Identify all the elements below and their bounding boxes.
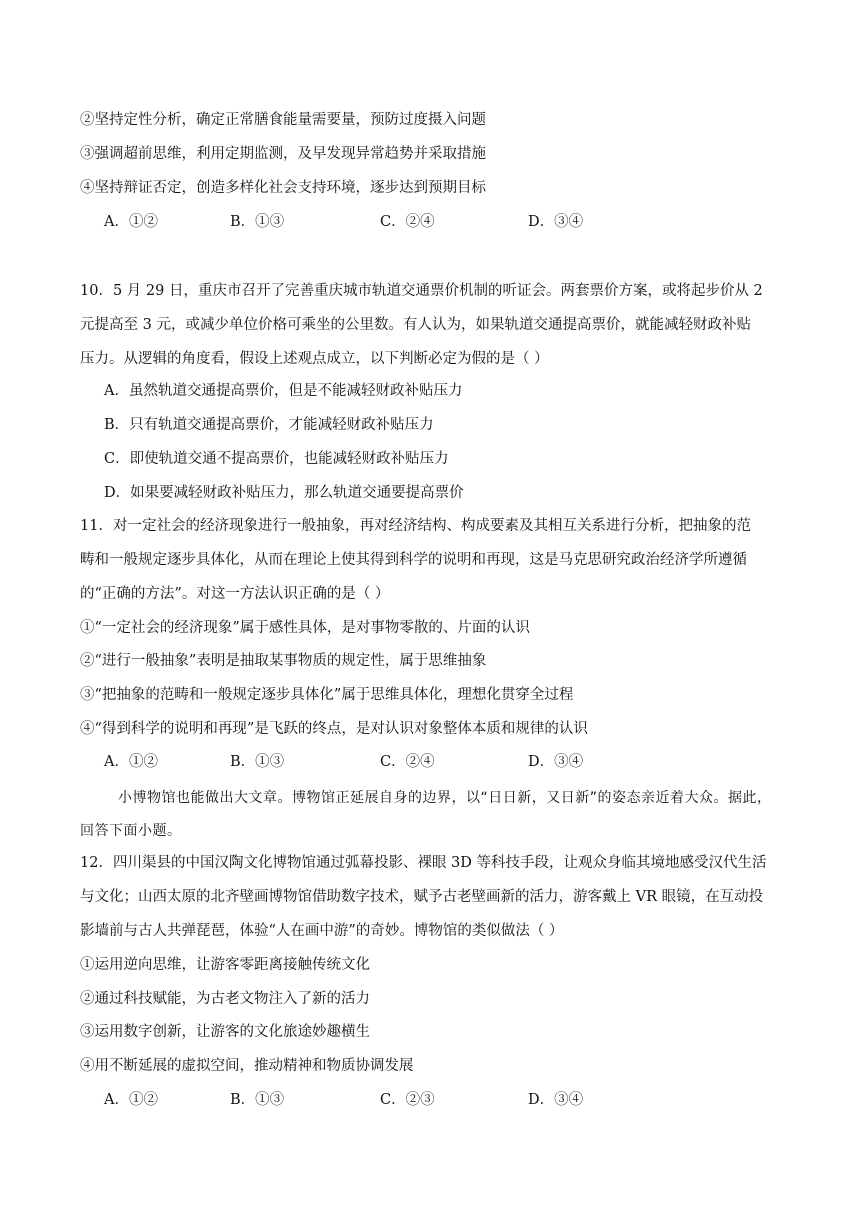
q12-choice-b: B．①③	[230, 1092, 285, 1108]
reading-material: 小博物馆也能做出大文章。博物馆正延展自身的边界，以“日日新，又日新”的姿态亲近着大众。据此，回答下面小题。	[80, 790, 772, 839]
q9-choice-d: D．③④	[528, 214, 584, 230]
q12-choice-a: A．①②	[104, 1092, 158, 1108]
q11-option-3: ③“把抽象的范畴和一般规定逐步具体化”属于思维具体化，理想化贯穿全过程	[80, 687, 574, 703]
q9-choice-b: B．①③	[230, 214, 285, 230]
q10-stem-line-2: 元提高至 3 元，或减少单位价格可乘坐的公里数。有人认为，如果轨道交通提高票价，就能减轻财政补贴	[80, 317, 751, 333]
q11-option-4: ④“得到科学的说明和再现”是飞跃的终点，是对认识对象整体本质和规律的认识	[80, 721, 588, 737]
q10-option-b: B．只有轨道交通提高票价，才能减轻财政补贴压力	[104, 417, 434, 433]
q12-option-4: ④用不断延展的虚拟空间，推动精神和物质协调发展	[80, 1058, 414, 1074]
q11-choice-a: A．①②	[104, 754, 158, 770]
q9-option-3: ③强调超前思维，利用定期监测，及早发现异常趋势并采取措施	[80, 146, 486, 162]
q11-choice-d: D．③④	[528, 754, 584, 770]
q10-stem-line-1: 10．5 月 29 日，重庆市召开了完善重庆城市轨道交通票价机制的听证会。两套票价方案，或将起步价从 2	[80, 283, 763, 299]
q9-choice-a: A．①②	[104, 214, 158, 230]
q11-stem-line-2: 畴和一般规定逐步具体化，从而在理论上使其得到科学的说明和再现，这是马克思研究政治经济学所遵循	[80, 552, 747, 568]
q11-stem-line-3: 的“正确的方法”。对这一方法认识正确的是（ ）	[80, 586, 390, 602]
q10-option-d: D．如果要减轻财政补贴压力，那么轨道交通要提高票价	[104, 485, 464, 501]
q11-option-2: ②“进行一般抽象”表明是抽取某事物质的规定性，属于思维抽象	[80, 653, 487, 669]
q12-option-3: ③运用数字创新，让游客的文化旅途妙趣横生	[80, 1024, 370, 1040]
q12-option-1: ①运用逆向思维，让游客零距离接触传统文化	[80, 957, 370, 973]
q10-option-a: A．虽然轨道交通提高票价，但是不能减轻财政补贴压力	[104, 383, 463, 399]
q12-stem-line-2: 与文化；山西太原的北齐壁画博物馆借助数字技术，赋予古老壁画新的活力，游客戴上 VR 眼镜，在互动投	[80, 889, 764, 905]
q10-stem-line-3: 压力。从逻辑的角度看，假设上述观点成立，以下判断必定为假的是（ ）	[80, 351, 549, 367]
q12-stem-line-3: 影墙前与古人共弹琵琶，体验“人在画中游”的奇妙。博物馆的类似做法（ ）	[80, 923, 564, 939]
q11-choice-b: B．①③	[230, 754, 285, 770]
q11-stem-line-1: 11．对一定社会的经济现象进行一般抽象，再对经济结构、构成要素及其相互关系进行分析，把抽象的范	[80, 518, 751, 534]
q12-choice-c: C．②③	[380, 1092, 435, 1108]
q11-choice-c: C．②④	[380, 754, 435, 770]
q9-choice-c: C．②④	[380, 214, 435, 230]
q11-option-1: ①“一定社会的经济现象”属于感性具体，是对事物零散的、片面的认识	[80, 620, 530, 636]
q10-option-c: C．即使轨道交通不提高票价，也能减轻财政补贴压力	[104, 451, 449, 467]
q12-stem-line-1: 12．四川渠县的中国汉陶文化博物馆通过弧幕投影、裸眼 3D 等科技手段，让观众身临其境地感受汉代生活	[80, 855, 767, 871]
q9-option-2: ②坚持定性分析，确定正常膳食能量需要量，预防过度摄入问题	[80, 112, 486, 128]
q9-option-4: ④坚持辩证否定，创造多样化社会支持环境，逐步达到预期目标	[80, 180, 486, 196]
q12-option-2: ②通过科技赋能，为古老文物注入了新的活力	[80, 991, 370, 1007]
q12-choice-d: D．③④	[528, 1092, 584, 1108]
